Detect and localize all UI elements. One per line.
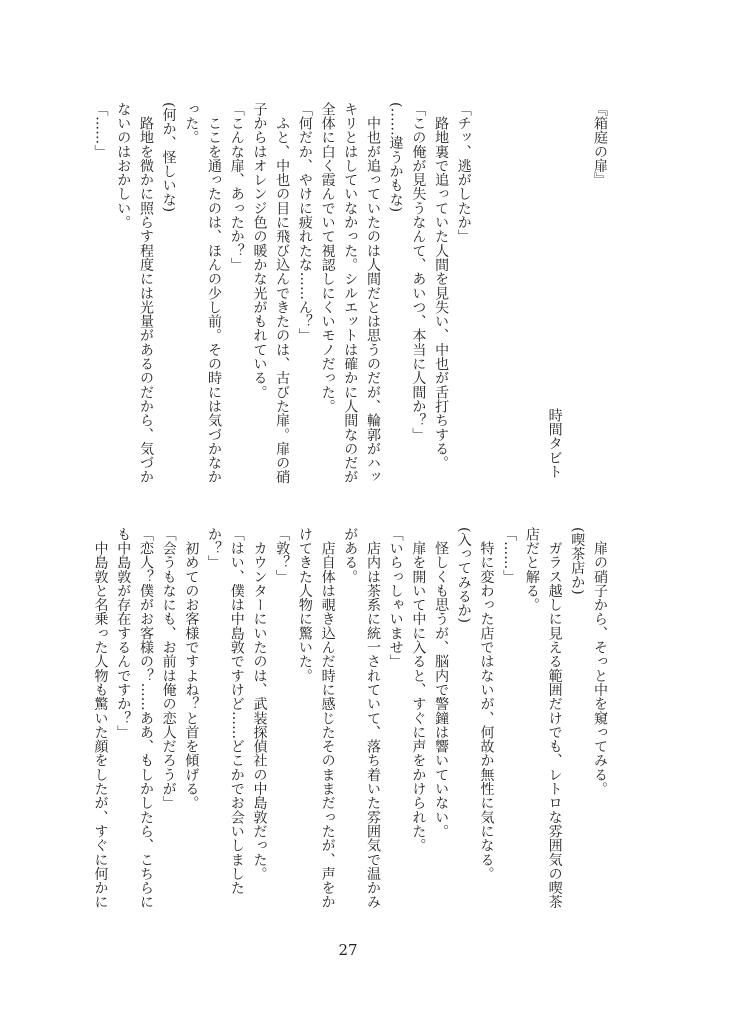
text-column: 中也が追っていたのは人間だとは思うのだが、輪郭がハッ: [364, 102, 381, 485]
text-column: (入ってみるか): [455, 527, 472, 624]
text-column: 「はい、僕は中島敦ですけど……どこかでお会いしました: [228, 527, 245, 895]
text-column: 店内は茶系に統一されていて、落ち着いた雰囲気で温かみ: [364, 527, 381, 910]
text-column: 「恋人？僕がお客様の？……ああ、もしかしたら、こちらに: [137, 527, 154, 910]
text-column: 「この俺が見失うなんて、あいつ、本当に人間か？」: [410, 102, 427, 442]
text-column: 「何だか、やけに疲れたな……ん？」: [296, 102, 313, 343]
text-column: 「……」: [92, 102, 109, 159]
blank-column: [497, 102, 520, 502]
text-column: 怪しくも思うが、脳内で警鐘は響いていない。: [433, 527, 450, 839]
text-column: 「チッ、逃がしたか」: [455, 102, 472, 244]
blank-column: [520, 102, 543, 502]
text-column: 「会うもなにも、お前は俺の恋人だろうが」: [160, 527, 177, 810]
text-column: けてきた人物に驚いた。: [296, 527, 313, 683]
text-column: 路地を微かに照らす程度には光量があるのだから、気づか: [137, 102, 154, 485]
text-column: も中島敦が存在するんですか？」: [115, 527, 132, 740]
text-column: 「いらっしゃいませ」: [387, 527, 404, 669]
text-column: 初めてのお客様ですよね？と首を傾げる。: [183, 527, 200, 810]
text-column: がある。: [342, 527, 359, 584]
text-column: 中島敦と名乗った人物も驚いた顔をしたが、すぐに何かに: [92, 527, 109, 910]
blank-column: [566, 102, 589, 502]
text-column: カウンターにいたのは、武装探偵社の中島敦だった。: [251, 527, 268, 881]
blank-column: [475, 102, 498, 502]
text-column: 「……」: [501, 527, 518, 584]
text-column: 店だと解る。: [523, 527, 540, 612]
text-column: った。: [183, 102, 200, 145]
text-column: (……違うかもな): [387, 102, 404, 213]
text-column: ガラス越しに見える範囲だけでも、レトロな雰囲気の喫茶: [546, 527, 563, 910]
author-name: 時間タビト: [546, 408, 563, 479]
lower-tier-text: [89, 527, 611, 927]
story-title: 『箱庭の扉』: [592, 102, 608, 187]
text-column: キリとはしていなかった。シルエットは確かに人間なのだが: [342, 102, 359, 485]
text-column: 路地裏で追っていた人間を見失い、中也が舌打ちする。: [433, 102, 450, 470]
text-column: (何か、怪しいな): [160, 102, 177, 213]
text-column: 扉を開いて中に入ると、すぐに声をかけられた。: [410, 527, 427, 853]
upper-tier-text: [89, 102, 611, 502]
text-column: ふと、中也の目に飛び込んできたのは、古びた扉。扉の硝: [274, 102, 291, 485]
text-column: 子からはオレンジ色の暖かな光がもれている。: [251, 102, 268, 400]
text-column: 扉の硝子から、そっと中を窺ってみる。: [592, 527, 608, 796]
text-column: 「敦？」: [274, 527, 291, 584]
text-column: 全体に白く霞んでいて視認しにくいモノだった。: [319, 102, 336, 414]
page-number: 27: [338, 941, 358, 959]
text-column: 特に変わった店ではないが、何故か無性に気になる。: [478, 527, 495, 881]
text-column: ないのはおかしい。: [115, 102, 132, 230]
text-column: (喫茶店か): [569, 527, 586, 595]
text-column: 「こんな扉、あったか？」: [228, 102, 245, 272]
text-column: か？」: [206, 527, 223, 570]
text-column: ここを通ったのは、ほんの少し前。その時には気づかなか: [206, 102, 223, 485]
text-column: 店自体は覗き込んだ時に感じたそのままだったが、声をか: [319, 527, 336, 910]
